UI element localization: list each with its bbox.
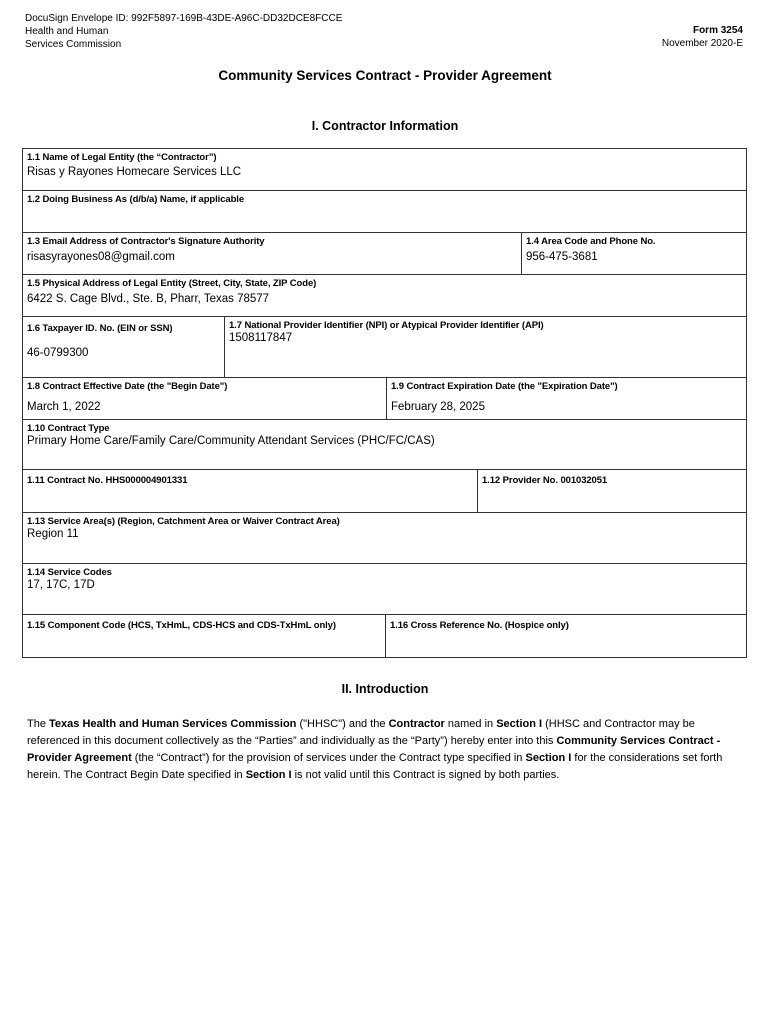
field-value: Primary Home Care/Family Care/Community Attendant Services (PHC/FC/CAS)	[27, 435, 435, 447]
field-label: 1.3 Email Address of Contractor's Signature Authority	[27, 236, 265, 247]
field-value: risasyrayones08@gmail.com	[27, 251, 175, 263]
envelope-id: DocuSign Envelope ID: 992F5897-169B-43DE-A96C-DD32DCE8FCCE	[25, 13, 343, 24]
field-label: 1.16 Cross Reference No. (Hospice only)	[390, 620, 569, 631]
section-2-heading: II. Introduction	[341, 682, 429, 696]
field-contract-type[interactable]	[23, 420, 746, 469]
field-value: February 28, 2025	[391, 401, 485, 413]
field-value: March 1, 2022	[27, 401, 101, 413]
field-value: 6422 S. Cage Blvd., Ste. B, Pharr, Texas 78577	[27, 293, 270, 305]
section-1-heading: I. Contractor Information	[311, 119, 459, 133]
row-1-5	[23, 275, 746, 317]
agency-name-line2: Services Commission	[25, 39, 122, 50]
row-1-1	[23, 149, 746, 191]
field-taxpayer-id[interactable]	[23, 317, 224, 377]
field-label: 1.8 Contract Effective Date (the "Begin Date")	[27, 381, 228, 392]
field-contract-number[interactable]	[23, 470, 477, 512]
field-dba-name[interactable]	[23, 191, 746, 232]
field-value: 1508117847	[229, 332, 293, 344]
intro-section-ref: Section I	[496, 718, 543, 730]
field-label: 1.1 Name of Legal Entity (the “Contractor”)	[27, 152, 217, 163]
row-1-2	[23, 191, 746, 233]
row-1-14	[23, 564, 746, 615]
field-cross-reference-number[interactable]	[385, 615, 746, 657]
document-header-left	[25, 12, 342, 51]
row-1-10	[23, 420, 746, 470]
intro-text: (HHSC and Contractor may be referenced in this document collectively as the “Parties” and individually as the “Party”) hereby enter into this	[27, 718, 695, 747]
intro-agency-name: Texas Health and Human Services Commission	[49, 718, 297, 730]
field-label: 1.12 Provider No. 001032051	[482, 475, 608, 486]
field-legal-entity-name[interactable]	[23, 149, 746, 190]
row-1-11	[23, 470, 746, 513]
intro-text: is not valid until this Contract is signed by both parties.	[291, 769, 560, 781]
row-1-3	[23, 233, 746, 275]
field-label: 1.10 Contract Type	[27, 423, 110, 434]
row-1-13	[23, 513, 746, 564]
intro-section-ref: Section I	[245, 769, 292, 781]
field-value: 956-475-3681	[526, 251, 598, 263]
row-1-8	[23, 378, 746, 420]
introduction-paragraph	[27, 716, 747, 784]
field-label: 1.6 Taxpayer ID. No. (EIN or SSN)	[27, 323, 173, 334]
field-label: 1.13 Service Area(s) (Region, Catchment Area or Waiver Contract Area)	[27, 516, 340, 527]
field-label: 1.5 Physical Address of Legal Entity (Street, City, State, ZIP Code)	[27, 278, 317, 289]
form-number: Form 3254	[692, 25, 743, 36]
field-service-codes[interactable]	[23, 564, 746, 614]
field-email-address[interactable]	[23, 233, 521, 274]
field-label: 1.11 Contract No. HHS000004901331	[27, 475, 188, 486]
field-label: 1.9 Contract Expiration Date (the "Expiration Date")	[391, 381, 618, 392]
row-1-15	[23, 615, 746, 657]
field-physical-address[interactable]	[23, 275, 746, 316]
field-label: 1.7 National Provider Identifier (NPI) or Atypical Provider Identifier (API)	[229, 320, 544, 331]
field-component-code[interactable]	[23, 615, 385, 657]
field-label: 1.2 Doing Business As (d/b/a) Name, if applicable	[27, 194, 244, 205]
field-label: 1.4 Area Code and Phone No.	[526, 236, 656, 247]
row-1-6	[23, 317, 746, 378]
intro-contractor-term: Contractor	[388, 718, 445, 730]
field-value: 17, 17C, 17D	[27, 579, 95, 591]
field-label: 1.15 Component Code (HCS, TxHmL, CDS-HCS and CDS-TxHmL only)	[27, 620, 336, 631]
form-date: November 2020-E	[661, 38, 743, 49]
field-value: Risas y Rayones Homecare Services LLC	[27, 166, 242, 178]
field-contract-expiration-date[interactable]	[386, 378, 746, 419]
document-header-right	[662, 24, 743, 50]
field-contract-effective-date[interactable]	[23, 378, 386, 419]
field-provider-number[interactable]	[477, 470, 746, 512]
intro-text: for the considerations set forth herein. The Contract Begin Date specified in	[27, 752, 723, 781]
intro-text: ("HHSC") and the	[296, 718, 389, 730]
intro-text: The	[27, 718, 50, 730]
field-value: 46-0799300	[27, 347, 89, 359]
intro-section-ref: Section I	[525, 752, 572, 764]
field-service-areas[interactable]	[23, 513, 746, 563]
field-phone-number[interactable]	[521, 233, 746, 274]
intro-text: (the “Contract”) for the provision of services under the Contract type specified in	[131, 752, 526, 764]
field-value: Region 11	[27, 528, 79, 540]
document-title: Community Services Contract - Provider Agreement	[218, 68, 552, 83]
intro-text: named in	[444, 718, 497, 730]
intro-contract-name: Community Services Contract - Provider Agreement	[27, 735, 721, 764]
field-label: 1.14 Service Codes	[27, 567, 112, 578]
agency-name-line1: Health and Human	[25, 26, 109, 37]
field-npi[interactable]	[224, 317, 746, 377]
contractor-information-table	[22, 148, 747, 658]
